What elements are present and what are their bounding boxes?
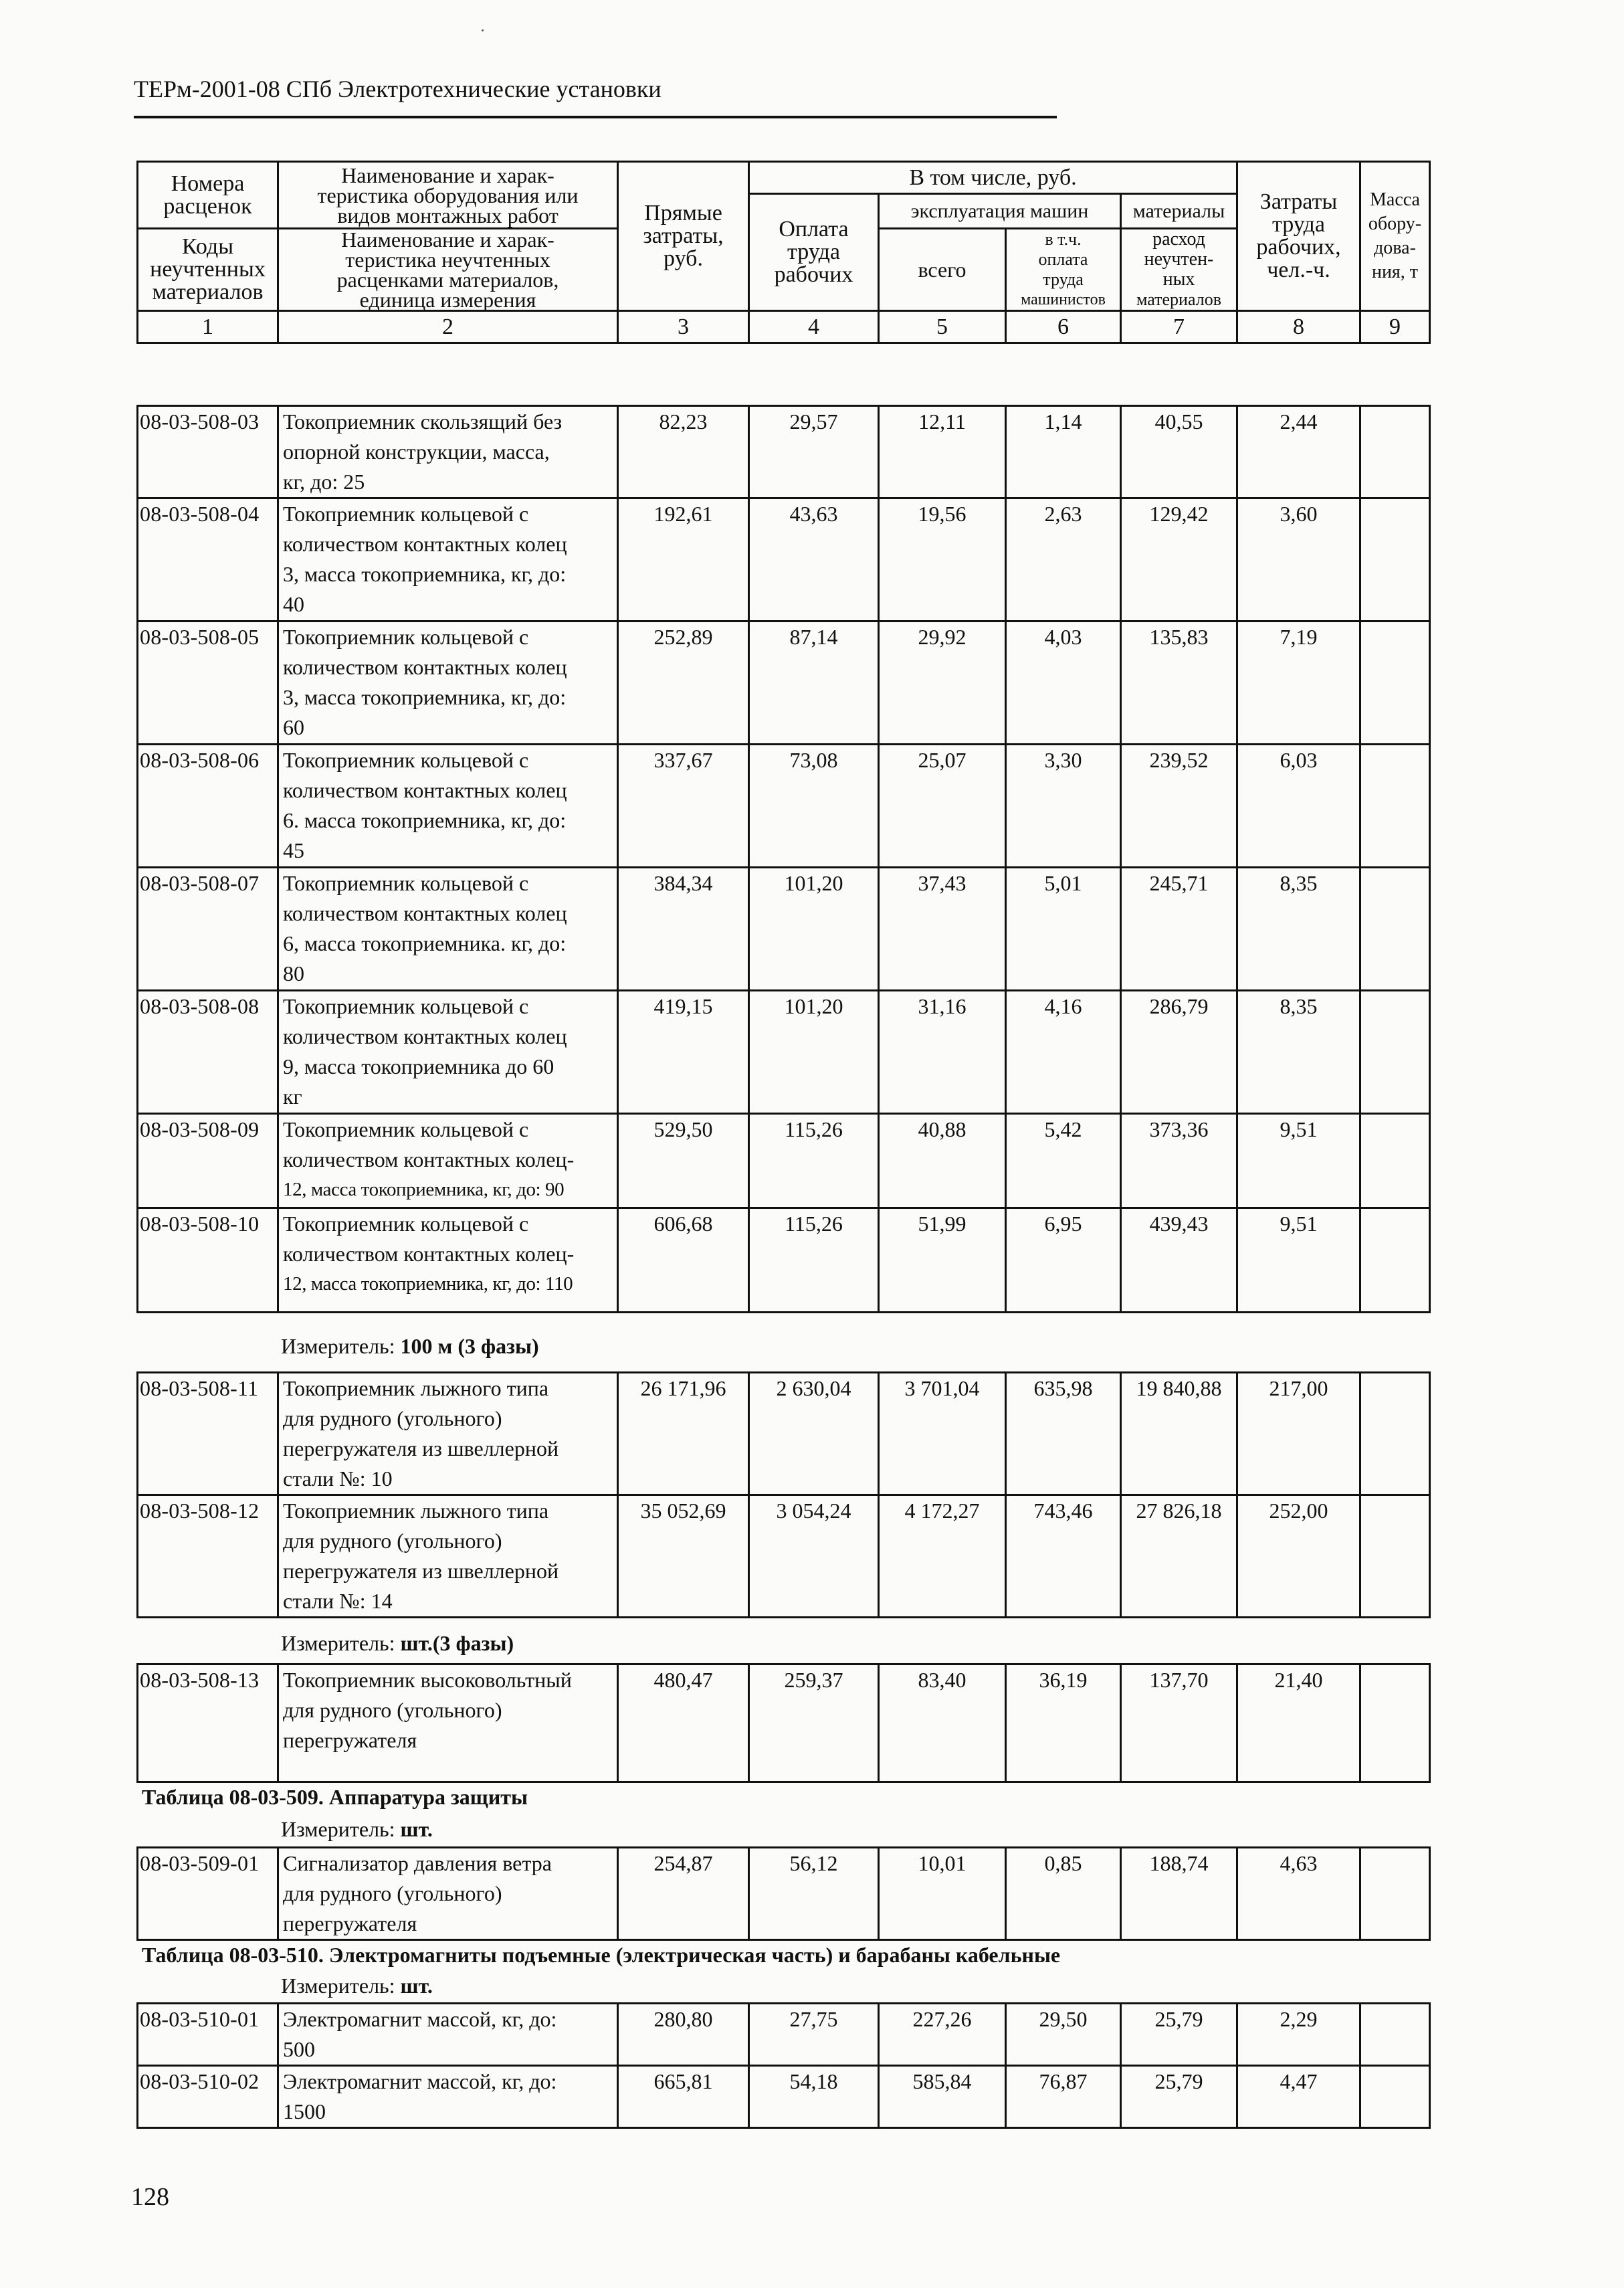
cell-equipment-mass: [1360, 406, 1430, 498]
rate-name: [278, 991, 618, 1114]
cell-operator-pay: 0,85: [1006, 1848, 1121, 1940]
cell-equipment-mass: [1360, 2066, 1430, 2128]
table-row: [138, 1208, 1430, 1313]
rate-name-line: Токоприемник кольцевой с: [283, 1212, 529, 1236]
cell-machines-total: 585,84: [879, 2066, 1006, 2128]
table-509-title: Таблица 08-03-509. Аппаратура защиты: [142, 1785, 528, 1809]
cell-materials: 188,74: [1121, 1848, 1237, 1940]
cell-operator-pay: 4,03: [1006, 622, 1121, 745]
cell-materials: 40,55: [1121, 406, 1237, 498]
header-rule: [134, 116, 1057, 118]
cell-machines-total: 12,11: [879, 406, 1006, 498]
rates-table-509: [136, 1846, 1431, 1941]
table-row: [138, 406, 1430, 498]
cell-materials: 25,79: [1121, 2004, 1237, 2066]
rate-name: [278, 498, 618, 622]
header-equipment-mass: Масса обору- дова- ния, т: [1360, 162, 1430, 311]
header-materials: материалы: [1121, 194, 1237, 229]
rate-name-line: количеством контактных колец-: [283, 1242, 575, 1266]
header-operator-pay: в т.ч. оплата труда машинистов: [1006, 229, 1121, 311]
rate-name-line: 3, масса токоприемника, кг, до:: [283, 562, 567, 586]
rate-name-line: 80: [283, 961, 304, 985]
header-labor-pay: Оплата труда рабочих: [749, 194, 879, 311]
rates-table-508-c: [136, 1663, 1431, 1783]
column-number: 4: [749, 311, 879, 343]
cell-machines-total: 4 172,27: [879, 1495, 1006, 1618]
cell-operator-pay: 4,16: [1006, 991, 1121, 1114]
cell-direct-costs: 606,68: [618, 1208, 749, 1313]
cell-equipment-mass: [1360, 991, 1430, 1114]
cell-machines-total: 227,26: [879, 2004, 1006, 2066]
column-number-row: [138, 311, 1430, 343]
cell-operator-pay: 3,30: [1006, 745, 1121, 868]
rate-name: [278, 1495, 618, 1618]
header-machines-total: всего: [879, 229, 1006, 311]
rate-name-line: Токоприемник кольцевой с: [283, 994, 529, 1018]
cell-direct-costs: 252,89: [618, 622, 749, 745]
cell-equipment-mass: [1360, 868, 1430, 991]
page-number: 128: [131, 2183, 169, 2211]
rate-name-line: 9, масса токоприемника до 60: [283, 1054, 554, 1078]
rate-code: 08-03-508-08: [138, 991, 278, 1114]
rate-name-line: Электромагнит массой, кг, до:: [283, 2069, 557, 2093]
rate-name-line: для рудного (угольного): [283, 1406, 502, 1430]
rate-name-line: для рудного (угольного): [283, 1698, 502, 1722]
rate-name-line: количеством контактных колец-: [283, 1147, 575, 1171]
scan-speck: [482, 29, 484, 31]
cell-labor-hours: 2,44: [1237, 406, 1360, 498]
rate-name-line: Токоприемник кольцевой с: [283, 871, 529, 895]
rate-name: [278, 868, 618, 991]
rate-name: [278, 1114, 618, 1208]
cell-equipment-mass: [1360, 498, 1430, 622]
rate-name-line: перегружателя: [283, 1911, 417, 1935]
cell-labor-pay: 259,37: [749, 1664, 879, 1782]
cell-labor-hours: 4,47: [1237, 2066, 1360, 2128]
rate-code: 08-03-508-11: [138, 1373, 278, 1495]
cell-machines-total: 37,43: [879, 868, 1006, 991]
cell-direct-costs: 419,15: [618, 991, 749, 1114]
cell-materials: 286,79: [1121, 991, 1237, 1114]
cell-equipment-mass: [1360, 1208, 1430, 1313]
cell-materials: 373,36: [1121, 1114, 1237, 1208]
page-title: ТЕРм-2001-08 СПб Электротехнические установки: [134, 76, 662, 102]
cell-operator-pay: 6,95: [1006, 1208, 1121, 1313]
cell-equipment-mass: [1360, 622, 1430, 745]
rate-name-line: 12, масса токоприемника, кг, до: 110: [283, 1273, 573, 1295]
cell-machines-total: 40,88: [879, 1114, 1006, 1208]
cell-direct-costs: 82,23: [618, 406, 749, 498]
header-including-group: В том числе, руб.: [749, 162, 1237, 194]
rate-name: [278, 1208, 618, 1313]
rate-name-line: 6. масса токоприемника, кг, до:: [283, 808, 567, 832]
rate-name-line: для рудного (угольного): [283, 1529, 502, 1553]
table-row: [138, 498, 1430, 622]
cell-labor-pay: 54,18: [749, 2066, 879, 2128]
cell-labor-pay: 87,14: [749, 622, 879, 745]
rate-code: 08-03-508-09: [138, 1114, 278, 1208]
rate-code: 08-03-508-10: [138, 1208, 278, 1313]
cell-materials: 25,79: [1121, 2066, 1237, 2128]
cell-labor-pay: 101,20: [749, 868, 879, 991]
cell-machines-total: 19,56: [879, 498, 1006, 622]
table-row: [138, 868, 1430, 991]
column-number: 1: [138, 311, 278, 343]
rate-name-line: Токоприемник скользящий без: [283, 409, 563, 434]
rate-code: 08-03-508-03: [138, 406, 278, 498]
table-row: [138, 1848, 1430, 1940]
rate-code: 08-03-509-01: [138, 1848, 278, 1940]
rate-name-line: количеством контактных колец: [283, 778, 567, 802]
rate-name-line: Токоприемник кольцевой с: [283, 1117, 529, 1141]
rate-name-line: 45: [283, 838, 304, 862]
table-510-title: Таблица 08-03-510. Электромагниты подъемные (электрическая часть) и барабаны кабельные: [142, 1943, 1061, 1967]
cell-labor-pay: 56,12: [749, 1848, 879, 1940]
rate-name-line: количеством контактных колец: [283, 655, 567, 679]
rate-name-line: Токоприемник лыжного типа: [283, 1499, 549, 1523]
header-work-name: Наименование и харак- теристика оборудования или видов монтажных работ: [278, 162, 618, 229]
cell-direct-costs: 35 052,69: [618, 1495, 749, 1618]
rates-table-510: [136, 2002, 1431, 2129]
cell-equipment-mass: [1360, 2004, 1430, 2066]
column-number: 2: [278, 311, 618, 343]
cell-machines-total: 51,99: [879, 1208, 1006, 1313]
rate-name-line: 12, масса токоприемника, кг, до: 90: [283, 1179, 565, 1200]
rate-name-line: кг, до: 25: [283, 470, 365, 494]
cell-labor-hours: 4,63: [1237, 1848, 1360, 1940]
cell-machines-total: 3 701,04: [879, 1373, 1006, 1495]
cell-equipment-mass: [1360, 1114, 1430, 1208]
rate-name: [278, 745, 618, 868]
table-row: [138, 2004, 1430, 2066]
rate-code: 08-03-510-02: [138, 2066, 278, 2128]
cell-materials: 27 826,18: [1121, 1495, 1237, 1618]
rate-name: [278, 1664, 618, 1782]
cell-labor-hours: 252,00: [1237, 1495, 1360, 1618]
rate-name-line: Токоприемник кольцевой с: [283, 748, 529, 772]
rate-name: [278, 1373, 618, 1495]
cell-machines-total: 83,40: [879, 1664, 1006, 1782]
rate-name-line: Сигнализатор давления ветра: [283, 1851, 552, 1875]
cell-labor-hours: 9,51: [1237, 1114, 1360, 1208]
rate-code: 08-03-508-12: [138, 1495, 278, 1618]
table-row: [138, 1664, 1430, 1782]
cell-labor-pay: 101,20: [749, 991, 879, 1114]
rate-name-line: опорной конструкции, масса,: [283, 440, 550, 464]
rate-name-line: стали №: 14: [283, 1589, 393, 1613]
cell-machines-total: 10,01: [879, 1848, 1006, 1940]
cell-labor-pay: 115,26: [749, 1208, 879, 1313]
rate-name-line: 3, масса токоприемника, кг, до:: [283, 685, 567, 709]
column-number: 8: [1237, 311, 1360, 343]
rate-name-line: 500: [283, 2037, 315, 2061]
cell-equipment-mass: [1360, 745, 1430, 868]
cell-labor-hours: 6,03: [1237, 745, 1360, 868]
rate-name-line: перегружателя: [283, 1728, 417, 1752]
cell-labor-hours: 8,35: [1237, 868, 1360, 991]
cell-labor-hours: 7,19: [1237, 622, 1360, 745]
cell-labor-pay: 43,63: [749, 498, 879, 622]
header-machine-operation: эксплуатация машин: [879, 194, 1121, 229]
rate-code: 08-03-508-07: [138, 868, 278, 991]
rate-name: [278, 2066, 618, 2128]
rate-name-line: 40: [283, 592, 304, 616]
column-number: 9: [1360, 311, 1430, 343]
cell-labor-pay: 27,75: [749, 2004, 879, 2066]
table-row: [138, 1114, 1430, 1208]
measure-unit-line: Измеритель: 100 м (3 фазы): [281, 1334, 539, 1358]
column-number: 5: [879, 311, 1006, 343]
cell-materials: 137,70: [1121, 1664, 1237, 1782]
cell-labor-pay: 73,08: [749, 745, 879, 868]
rate-name-line: Токоприемник кольцевой с: [283, 625, 529, 649]
cell-operator-pay: 36,19: [1006, 1664, 1121, 1782]
header-unaccounted-materials: расход неучтен- ных материалов: [1121, 229, 1237, 311]
rate-code: 08-03-508-04: [138, 498, 278, 622]
rate-name: [278, 1848, 618, 1940]
cell-labor-hours: 9,51: [1237, 1208, 1360, 1313]
cell-materials: 135,83: [1121, 622, 1237, 745]
rates-table-508-b: [136, 1371, 1431, 1618]
rate-name-line: 6, масса токоприемника. кг, до:: [283, 931, 567, 955]
cell-direct-costs: 384,34: [618, 868, 749, 991]
cell-direct-costs: 254,87: [618, 1848, 749, 1940]
rate-name-line: перегружателя из швеллерной: [283, 1436, 559, 1460]
cell-machines-total: 25,07: [879, 745, 1006, 868]
rate-name-line: количеством контактных колец: [283, 1024, 567, 1048]
cell-direct-costs: 26 171,96: [618, 1373, 749, 1495]
measure-unit-line: Измеритель: шт.(3 фазы): [281, 1631, 514, 1655]
cell-labor-hours: 2,29: [1237, 2004, 1360, 2066]
cell-equipment-mass: [1360, 1664, 1430, 1782]
cell-equipment-mass: [1360, 1848, 1430, 1940]
rate-name-line: кг: [283, 1084, 302, 1109]
cell-direct-costs: 280,80: [618, 2004, 749, 2066]
rate-name-line: 1500: [283, 2099, 326, 2123]
rate-name-line: количеством контактных колец: [283, 532, 567, 556]
column-number: 7: [1121, 311, 1237, 343]
cell-labor-hours: 3,60: [1237, 498, 1360, 622]
cell-direct-costs: 192,61: [618, 498, 749, 622]
cell-direct-costs: 480,47: [618, 1664, 749, 1782]
rate-name: [278, 2004, 618, 2066]
cell-direct-costs: 665,81: [618, 2066, 749, 2128]
rate-name-line: стали №: 10: [283, 1466, 393, 1491]
rate-code: 08-03-508-06: [138, 745, 278, 868]
column-number: 6: [1006, 311, 1121, 343]
cell-operator-pay: 5,01: [1006, 868, 1121, 991]
cell-direct-costs: 529,50: [618, 1114, 749, 1208]
header-material-codes: Коды неучтенных материалов: [138, 229, 278, 311]
cell-labor-hours: 8,35: [1237, 991, 1360, 1114]
cell-operator-pay: 635,98: [1006, 1373, 1121, 1495]
cell-direct-costs: 337,67: [618, 745, 749, 868]
rate-name-line: для рудного (угольного): [283, 1881, 502, 1905]
rate-name-line: Токоприемник лыжного типа: [283, 1376, 549, 1400]
measure-unit-line: Измеритель: шт.: [281, 1974, 433, 1998]
cell-labor-pay: 29,57: [749, 406, 879, 498]
cell-equipment-mass: [1360, 1373, 1430, 1495]
cell-materials: 239,52: [1121, 745, 1237, 868]
cell-operator-pay: 1,14: [1006, 406, 1121, 498]
header-rate-numbers: Номера расценок: [138, 162, 278, 229]
cell-operator-pay: 2,63: [1006, 498, 1121, 622]
table-row: [138, 991, 1430, 1114]
cell-machines-total: 31,16: [879, 991, 1006, 1114]
header-direct-costs: Прямые затраты, руб.: [618, 162, 749, 311]
rate-name-line: Электромагнит массой, кг, до:: [283, 2007, 557, 2031]
cell-labor-hours: 217,00: [1237, 1373, 1360, 1495]
table-row: [138, 622, 1430, 745]
rate-name: [278, 622, 618, 745]
rate-name: [278, 406, 618, 498]
rate-name-line: 60: [283, 715, 304, 739]
cell-machines-total: 29,92: [879, 622, 1006, 745]
cell-equipment-mass: [1360, 1495, 1430, 1618]
table-row: [138, 745, 1430, 868]
rate-name-line: количеством контактных колец: [283, 901, 567, 925]
cell-operator-pay: 76,87: [1006, 2066, 1121, 2128]
rates-table-508-a: [136, 405, 1431, 1313]
measure-unit-line: Измеритель: шт.: [281, 1817, 433, 1841]
rate-name-line: перегружателя из швеллерной: [283, 1559, 559, 1583]
cell-labor-hours: 21,40: [1237, 1664, 1360, 1782]
cell-operator-pay: 29,50: [1006, 2004, 1121, 2066]
column-number: 3: [618, 311, 749, 343]
table-row: [138, 1495, 1430, 1618]
cell-labor-pay: 3 054,24: [749, 1495, 879, 1618]
rate-name-line: Токоприемник высоковольтный: [283, 1668, 572, 1692]
rate-code: 08-03-508-13: [138, 1664, 278, 1782]
rate-code: 08-03-510-01: [138, 2004, 278, 2066]
cell-materials: 439,43: [1121, 1208, 1237, 1313]
cell-labor-pay: 2 630,04: [749, 1373, 879, 1495]
cell-materials: 245,71: [1121, 868, 1237, 991]
cell-operator-pay: 743,46: [1006, 1495, 1121, 1618]
header-labor-hours: Затраты труда рабочих, чел.-ч.: [1237, 162, 1360, 311]
column-header-table: [136, 161, 1431, 344]
rate-code: 08-03-508-05: [138, 622, 278, 745]
header-material-name: Наименование и харак- теристика неучтенных расценками материалов, единица измерения: [278, 229, 618, 311]
cell-materials: 129,42: [1121, 498, 1237, 622]
table-row: [138, 2066, 1430, 2128]
cell-materials: 19 840,88: [1121, 1373, 1237, 1495]
cell-labor-pay: 115,26: [749, 1114, 879, 1208]
table-row: [138, 1373, 1430, 1495]
rate-name-line: Токоприемник кольцевой с: [283, 502, 529, 526]
cell-operator-pay: 5,42: [1006, 1114, 1121, 1208]
